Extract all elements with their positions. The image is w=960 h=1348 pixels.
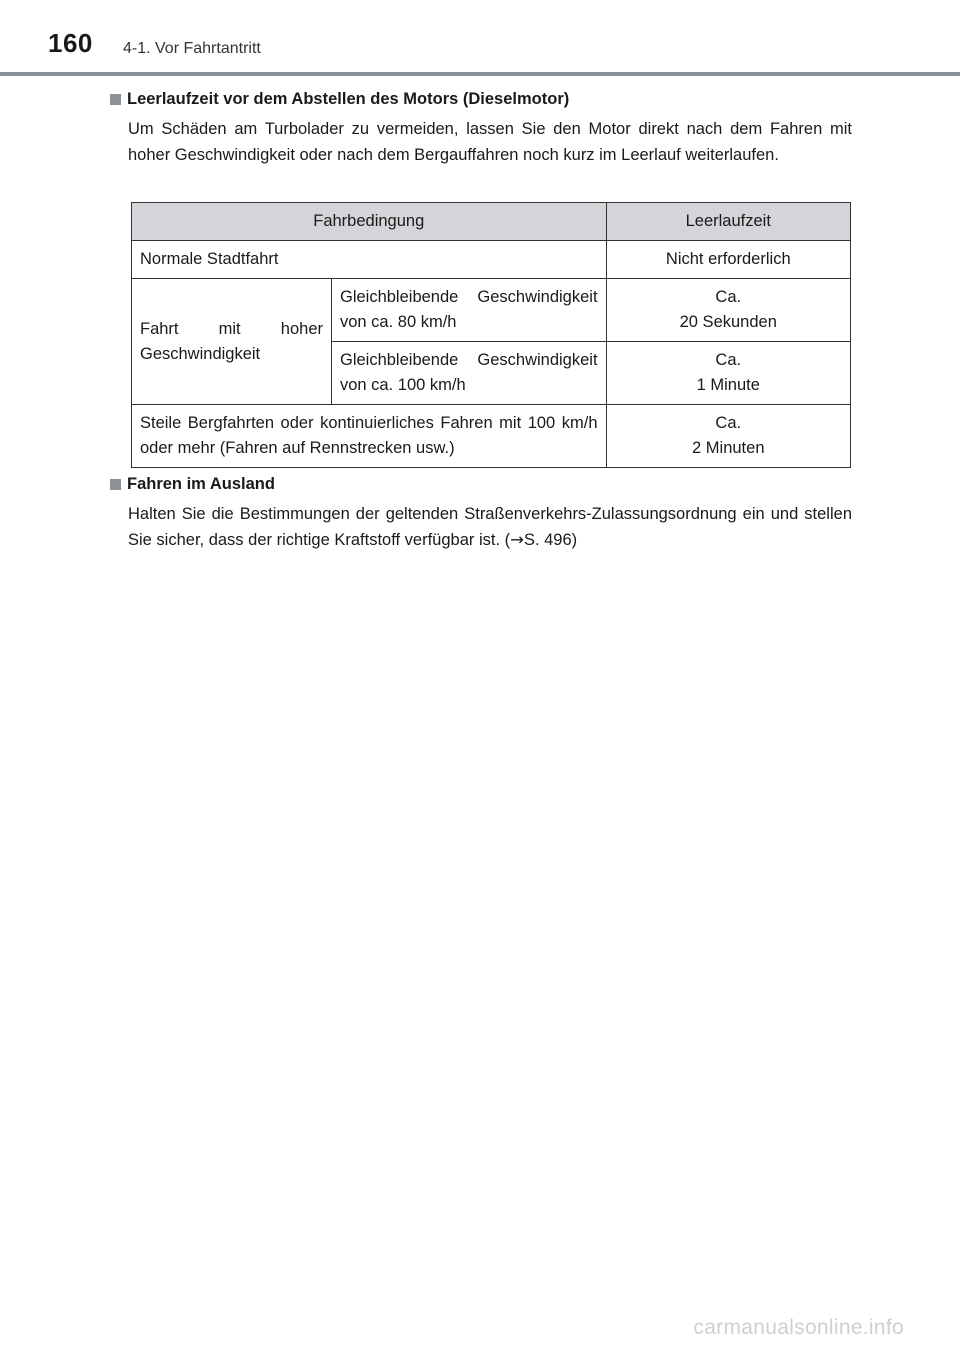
page-number: 160 xyxy=(48,28,93,58)
idle-line: Ca. xyxy=(715,288,742,306)
idle-line: 1 Minute xyxy=(696,376,760,394)
table-cell-idle xyxy=(606,279,850,342)
table-row xyxy=(132,405,851,468)
square-bullet-icon xyxy=(110,94,121,105)
section-heading-driving-abroad xyxy=(110,473,852,495)
idle-line: Ca. xyxy=(715,351,742,369)
table-row xyxy=(132,279,851,342)
section-body-idle-time: Um Schäden am Turbolader zu vermeiden, lassen Sie den Motor direkt nach dem Fahren mit hoher Geschwindigkeit oder nach dem Bergauffahren noch kurz im Leerlauf weiterlaufen. xyxy=(128,120,852,164)
table-cell-idle: Nicht erforderlich xyxy=(606,241,850,279)
table-header-idle-time: Leerlaufzeit xyxy=(606,203,850,241)
section-heading-text: Fahren im Ausland xyxy=(127,475,275,493)
table-row xyxy=(132,241,851,279)
header-rule xyxy=(0,72,960,76)
arrow-right-icon: → xyxy=(510,530,524,549)
page-header xyxy=(0,0,960,78)
footer-watermark: carmanualsonline.info xyxy=(693,1316,904,1339)
square-bullet-icon xyxy=(110,479,121,490)
section-heading-text: Leerlaufzeit vor dem Abstellen des Motors (Dieselmotor) xyxy=(127,90,570,108)
body-text: Halten Sie die Bestimmungen der geltenden Straßenverkehrs-Zulassungsordnung ein und stellen Sie sicher, dass der richtige Kraftstoff verfügbar ist. ( xyxy=(128,505,852,549)
table-cell-detail: Gleichbleibende Geschwindigkeit von ca. 100 km/h xyxy=(331,342,606,405)
table-cell-condition: Fahrt mit hoher Geschwindigkeit xyxy=(132,279,332,405)
idle-line: 20 Sekunden xyxy=(679,313,777,331)
table-cell-idle xyxy=(606,405,850,468)
idle-time-table xyxy=(131,202,851,468)
section-body-driving-abroad xyxy=(128,501,852,553)
section-driving-abroad xyxy=(110,473,852,553)
chapter-title: 4-1. Vor Fahrtantritt xyxy=(123,40,261,57)
table-cell-idle xyxy=(606,342,850,405)
table-cell-condition: Normale Stadtfahrt xyxy=(132,241,607,279)
section-heading-idle-time xyxy=(110,88,852,110)
table-header-row xyxy=(132,203,851,241)
table-cell-detail: Gleichbleibende Geschwindigkeit von ca. 80 km/h xyxy=(331,279,606,342)
table-header-condition: Fahrbedingung xyxy=(132,203,607,241)
section-idle-time xyxy=(110,88,852,168)
idle-line: Ca. xyxy=(715,414,742,432)
idle-line: 2 Minuten xyxy=(692,439,765,457)
page-reference-link[interactable]: S. 496) xyxy=(523,531,578,549)
table-cell-condition: Steile Bergfahrten oder kontinuierliches Fahren mit 100 km/h oder mehr (Fahren auf Rennstrecken usw.) xyxy=(132,405,607,468)
